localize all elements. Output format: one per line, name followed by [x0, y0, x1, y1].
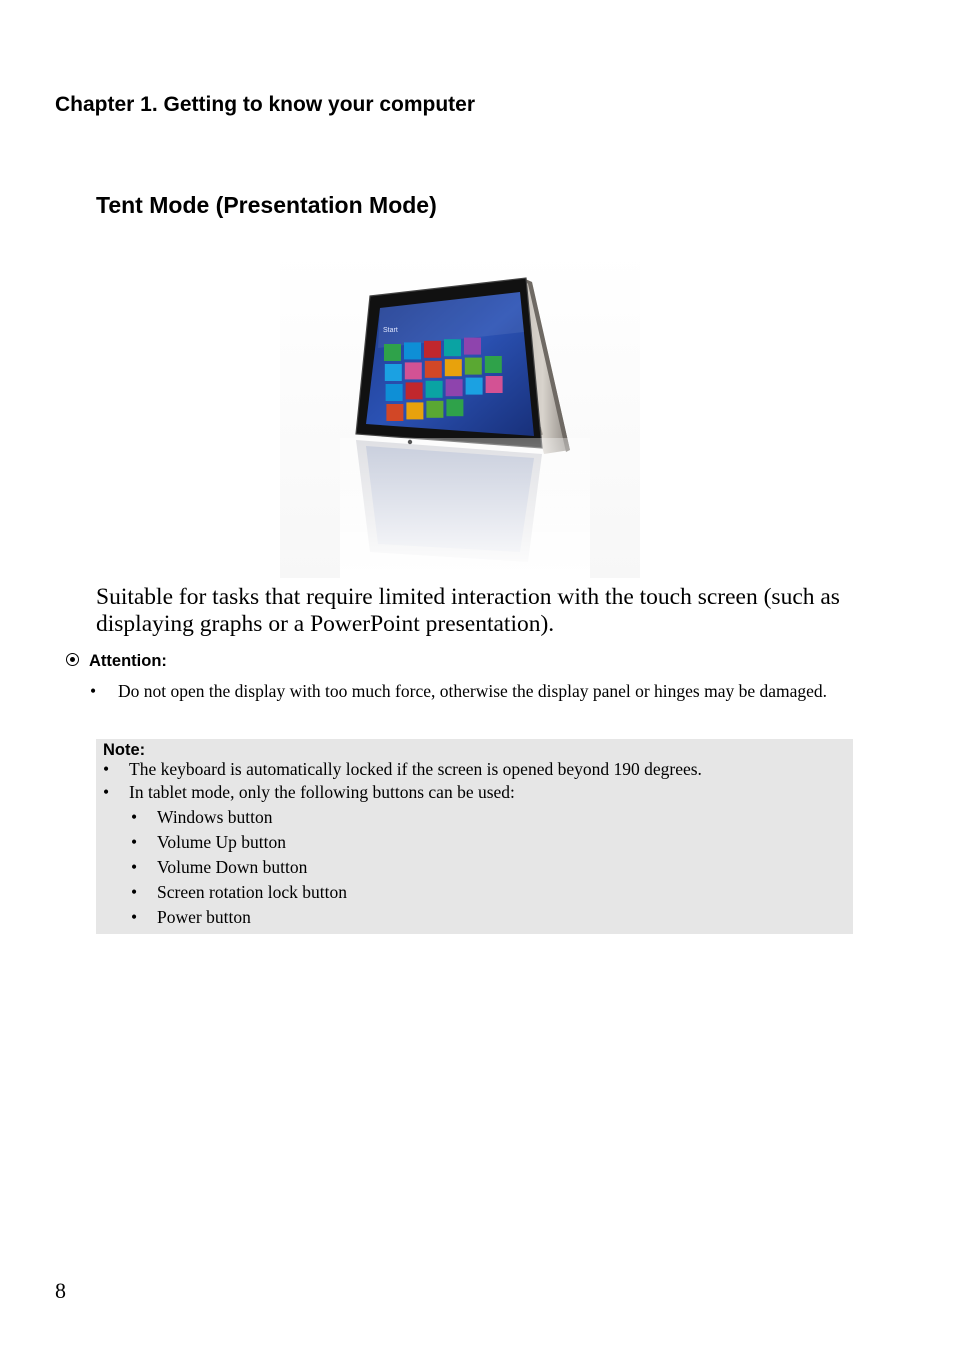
- note-item-text: In tablet mode, only the following buttons can be used:: [129, 782, 515, 802]
- list-item: [131, 881, 347, 903]
- tent-mode-illustration: [280, 252, 640, 578]
- start-tile: [466, 378, 483, 395]
- start-tile: [384, 344, 401, 361]
- start-tile: [486, 376, 503, 393]
- start-tile: [446, 379, 463, 396]
- start-tile: [405, 362, 422, 379]
- bullet-icon: •: [131, 807, 138, 827]
- bullet-icon: •: [90, 681, 97, 701]
- list-item: [131, 831, 286, 853]
- bullet-icon: •: [131, 857, 138, 877]
- start-tile: [425, 361, 442, 378]
- button-list-text: Volume Up button: [157, 832, 286, 852]
- note-label: Note:: [103, 741, 146, 759]
- start-tile: [446, 399, 463, 416]
- start-tile: [426, 381, 443, 398]
- start-tile: [406, 382, 423, 399]
- chapter-header: Chapter 1. Getting to know your computer: [55, 93, 476, 116]
- intro-paragraph: Suitable for tasks that require limited interaction with the touch screen (such as displaying graphs or a PowerPoint presentation).: [96, 584, 840, 637]
- button-list-text: Screen rotation lock button: [157, 882, 348, 902]
- start-tile: [386, 404, 403, 421]
- bullet-icon: •: [131, 832, 138, 852]
- start-tile: [445, 359, 462, 376]
- start-tile: [485, 356, 502, 373]
- attention-label: Attention:: [89, 652, 167, 670]
- note-item-text: The keyboard is automatically locked if the screen is opened beyond 190 degrees.: [129, 759, 702, 779]
- section-title: Tent Mode (Presentation Mode): [96, 192, 437, 218]
- start-tile: [385, 364, 402, 381]
- list-item: [103, 758, 702, 780]
- attention-item-text: Do not open the display with too much force, otherwise the display panel or hinges may be damaged.: [118, 681, 828, 701]
- attention-list: [90, 680, 860, 703]
- laptop-tent-mode-image: [280, 252, 640, 578]
- note-box: [96, 739, 853, 934]
- start-tile: [464, 338, 481, 355]
- list-item: [103, 781, 515, 803]
- page-number: 8: [55, 1278, 66, 1303]
- attention-heading: [66, 652, 167, 672]
- start-tile: [386, 384, 403, 401]
- start-tile: [406, 402, 423, 419]
- bullet-icon: •: [131, 882, 138, 902]
- screen-start-label: Start: [383, 327, 398, 334]
- attention-icon: [66, 653, 79, 666]
- start-tile: [465, 358, 482, 375]
- list-item: [131, 906, 251, 928]
- start-tile: [404, 342, 421, 359]
- list-item: [90, 680, 860, 703]
- button-list-text: Volume Down button: [157, 857, 308, 877]
- button-list-text: Power button: [157, 907, 251, 927]
- button-list-text: Windows button: [157, 807, 273, 827]
- list-item: [131, 856, 307, 878]
- start-tile: [424, 341, 441, 358]
- list-item: [131, 806, 272, 828]
- bullet-icon: •: [103, 759, 110, 779]
- start-tile: [444, 339, 461, 356]
- bullet-icon: •: [131, 907, 138, 927]
- start-tile: [426, 401, 443, 418]
- bullet-icon: •: [103, 782, 110, 802]
